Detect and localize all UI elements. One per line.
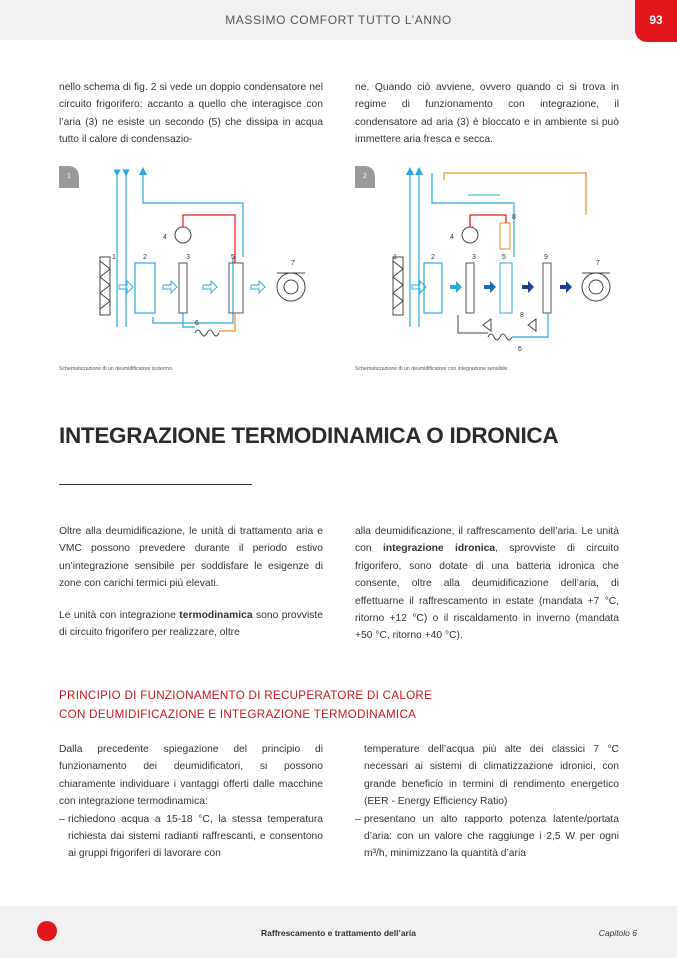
section-left-p1: Oltre alla deumidificazione, le unità di trattamento aria e VMC possono prevedere durante il periodo estivo un’integrazione sensibile per soddisfare le esigenze di zone con carichi termici più elevati. [59, 526, 323, 590]
page-header [0, 0, 677, 40]
fig2-num-8b: 8 [520, 312, 524, 319]
subsection-right-column [355, 741, 619, 863]
intro-right-text: ne. Quando ciò avviene, ovvero quando ci si trova in regime di funzionamento con integrazione, il condensatore ad aria (3) è bloccato e in ambiente si può immettere aria fresca e secca. [355, 82, 619, 146]
page-footer [0, 906, 677, 958]
subsection-left-column [59, 741, 323, 863]
fig1-num-5: 5 [231, 254, 235, 261]
section-rule [59, 484, 252, 485]
subsection-title: PRINCIPIO DI FUNZIONAMENTO DI RECUPERATORE DI CALORE CON DEUMIDIFICAZIONE E INTEGRAZIONE TERMODINAMICA [59, 689, 433, 721]
figure-2-label: 2 [355, 166, 375, 188]
section-title: INTEGRAZIONE TERMODINAMICA O IDRONICA [59, 423, 559, 448]
fig1-num-3: 3 [186, 254, 190, 261]
bullet-2: – presentano un alto rapporto potenza latente/portata d’aria: con un valore che raggiunge i 2,5 W per ogni m³/h, minimizzano la quantità d’aria [355, 811, 619, 863]
fig1-num-6: 6 [195, 320, 199, 327]
bullet-1-continued: temperature dell’acqua più alte dei classici 7 °C necessari ai sistemi di climatizzazione idronici, con grande beneficio in termini di rendimento energetico (EER - Energy Efficiency Ratio) [364, 744, 619, 808]
fig1-num-4: 4 [163, 234, 167, 241]
section-left-column [59, 523, 323, 655]
section-left-p2: Le unità con integrazione termodinamica sono provviste di circuito frigorifero per realizzare, oltre [59, 609, 323, 639]
intro-right-column [355, 79, 619, 163]
fig2-num-1: 1 [393, 254, 397, 261]
intro-left-text: nello schema di fig. 2 si vede un doppio condensatore nel circuito frigorifero: accanto a quello che interagisce con l’aria (3) ne esiste un secondo (5) che dissipa in acqua tutto il calore di condensazio- [59, 82, 323, 146]
running-title: MASSIMO COMFORT TUTTO L’ANNO [225, 13, 452, 27]
fig2-num-8a: 8 [512, 214, 516, 221]
footer-chapter: Capitolo 6 [598, 928, 637, 938]
page-number: 93 [635, 0, 677, 42]
fig2-num-6: 6 [518, 346, 522, 353]
section-right-p1: alla deumidificazione, il raffrescamento dell’aria. Le unità con integrazione idronica, sprovviste di circuito frigorifero, sono dotate di una batteria idronica che consente, oltre alla deumidificazione dell’aria, di effettuarne il raffrescamento in estate (mandata +7 °C, ritorno +12 °C) o il riscaldamento in inverno (mandata +50 °C, ritorno +40 °C). [355, 526, 620, 642]
figure-1-caption: Schematizzazione di un deumidificatore isotermo. [59, 366, 174, 372]
subsection-intro: Dalla precedente spiegazione del principio di funzionamento dei deumidificatori, si possono chiaramente individuare i vantaggi offerti dalle macchine con integrazione termodinamica: [59, 744, 323, 808]
fig2-num-7: 7 [596, 260, 600, 267]
figure-2-caption: Schematizzazione di un deumidificatore con integrazione sensibile. [355, 366, 509, 372]
figure-2-diagram [388, 165, 618, 355]
figure-1-diagram [95, 165, 325, 345]
fig2-num-5: 5 [502, 254, 506, 261]
section-right-column [355, 523, 619, 659]
fig2-num-4: 4 [450, 234, 454, 241]
fig2-num-3: 3 [472, 254, 476, 261]
footer-title: Raffrescamento e trattamento dell’aria [261, 928, 416, 938]
fig2-num-2: 2 [431, 254, 435, 261]
fig1-num-7: 7 [291, 260, 295, 267]
fig1-num-1: 1 [112, 254, 116, 261]
figure-1-label: 1 [59, 166, 79, 188]
fig1-num-2: 2 [143, 254, 147, 261]
bullet-1: – richiedono acqua a 15-18 °C, la stessa temperatura richiesta dai sistemi radianti raffrescanti, e consentono ai gruppi frigoriferi di lavorare con [59, 811, 323, 863]
fig2-num-9: 9 [544, 254, 548, 261]
intro-left-column [59, 79, 323, 163]
